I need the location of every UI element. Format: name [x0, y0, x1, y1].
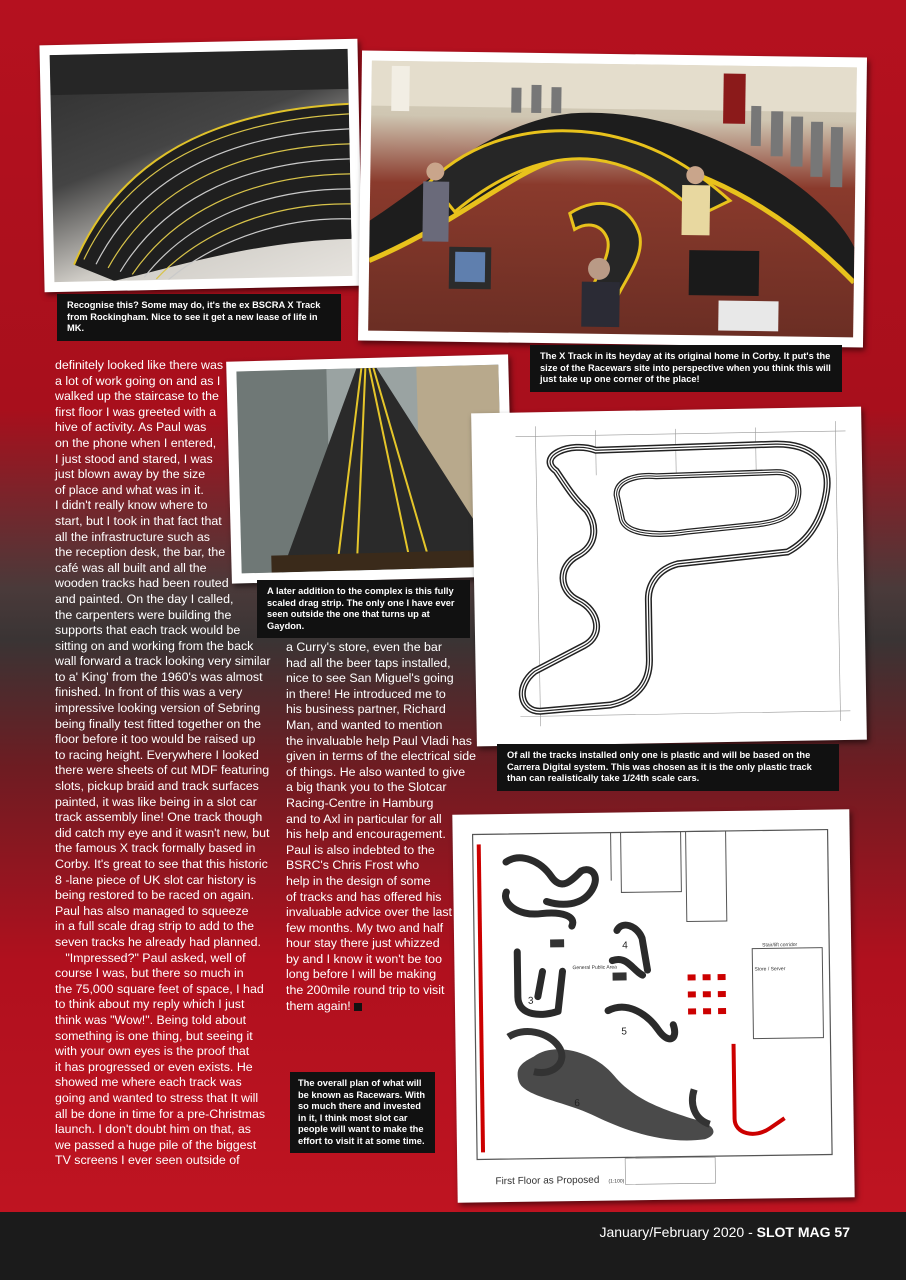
caption-xtrack-rockingham: Recognise this? Some may do, it's the ex BSCRA X Track from Rockingham. Nice to see it get a new lease of life in MK.: [57, 294, 341, 341]
floor-plan-drawing: [460, 817, 846, 1194]
article-line: there were sheets of cut MDF featuring: [55, 763, 270, 778]
article-column-2: [286, 640, 484, 1014]
photo-xtrack-rockingham: [39, 39, 362, 293]
article-line: all be done in time for a pre-Christmas: [55, 1106, 266, 1121]
article-line: first floor I was greeted with a: [55, 404, 217, 419]
article-line: a lot of work going on and as I: [55, 373, 221, 388]
article-line: given in terms of the electrical side: [286, 749, 477, 764]
article-line: finished. In front of this was a very: [55, 685, 243, 700]
hall-photo-image: [368, 61, 857, 338]
article-line: launch. I don't doubt him on that, as: [55, 1122, 251, 1137]
page-footer: [0, 1212, 906, 1280]
article-line: going and wanted to stress that It will: [55, 1090, 259, 1105]
article-line: impressive looking version of Sebring: [55, 701, 261, 716]
article-line: by and I know it won't be too: [286, 951, 442, 966]
article-line: start, but I took in that fact that: [55, 513, 222, 528]
article-line: his business partner, Richard: [286, 702, 446, 717]
article-line: nice to see San Miguel's going: [286, 671, 454, 686]
article-line: a Curry's store, even the bar: [286, 640, 442, 654]
article-line: BSRC's Chris Frost who: [286, 858, 420, 873]
article-line: help in the design of some: [286, 873, 431, 888]
caption-xtrack-corby: The X Track in its heyday at its original home in Corby. It put's the size of the Racewars site into perspective when you think this will just take up one corner of the place!: [530, 345, 842, 392]
article-line: hour stay there just whizzed: [286, 936, 440, 951]
article-line: and to Axl in particular for all: [286, 811, 442, 826]
article-line: Man, and wanted to mention: [286, 717, 443, 732]
article-line: it has progressed or even exists. He: [55, 1059, 253, 1074]
footer-magazine: SLOT MAG 57: [756, 1224, 850, 1240]
article-line: sitting on and working from the back: [55, 638, 254, 653]
article-line: TV screens I ever seen outside of: [55, 1153, 240, 1168]
article-line: just blown away by the size: [55, 467, 206, 482]
article-line: showed me where each track was: [55, 1075, 242, 1090]
article-line: think was "Wow!". Being told about: [55, 1012, 247, 1027]
article-line: we passed a huge pile of the biggest: [55, 1137, 257, 1152]
article-line: wooden tracks had been routed: [55, 576, 229, 591]
end-of-article-marker: [354, 1003, 362, 1011]
store-label: Store / Server: [754, 966, 786, 973]
article-line: Paul is also indebted to the: [286, 842, 435, 857]
article-line: of things. He also wanted to give: [286, 764, 466, 779]
article-line: Racing-Centre in Hamburg: [286, 795, 434, 810]
track-number-3: 3: [527, 995, 534, 1007]
article-line: to racing height. Everywhere I looked: [55, 747, 259, 762]
column-2-lines: [286, 640, 484, 1014]
article-line: being restored to be raced on again.: [55, 888, 255, 903]
article-line: track assembly line! One track though: [55, 810, 263, 825]
article-line: wall forward a track looking very similar: [55, 654, 271, 669]
caption-drag-strip: A later addition to the complex is this fully scaled drag strip. The only one I have ever seen outside the one that turns up at Gaydon.: [257, 580, 470, 638]
article-line: in a full scale drag strip to add to the: [55, 919, 255, 934]
article-line: painted, it was like being in a slot car: [55, 794, 257, 809]
article-line: them again!: [286, 999, 484, 1015]
article-line: the carpenters were building the: [55, 607, 232, 622]
article-line: the 75,000 square feet of space, I had: [55, 981, 264, 996]
article-line: slots, pickup braid and track surfaces: [55, 779, 259, 794]
article-line: the 200mile round trip to visit: [286, 983, 445, 998]
public-area-label: General Public Area: [572, 964, 617, 972]
track-section-image: [50, 49, 353, 282]
article-line: supports that each track would be: [55, 623, 241, 638]
article-line: the famous X track formally based in: [55, 841, 256, 856]
article-line: "Impressed?" Paul asked, well of: [55, 950, 246, 965]
article-line: to a' King' from the 1960's was almost: [55, 669, 263, 684]
track-layout-drawing: [475, 411, 863, 743]
article-line: something is one thing, but seeing it: [55, 1028, 253, 1043]
article-line: hive of activity. As Paul was: [55, 420, 207, 435]
article-line: his help and encouragement.: [286, 827, 446, 842]
article-line: course I was, but there so much in: [55, 966, 244, 981]
article-line: all the infrastructure such as: [55, 529, 210, 544]
column-1-lines: [55, 358, 287, 1169]
article-line: Paul has also managed to squeeze: [55, 903, 249, 918]
diagram-carrera-track: [471, 407, 867, 747]
article-line: of place and what was in it.: [55, 482, 204, 497]
footer-date: January/February 2020 -: [599, 1224, 757, 1240]
footer-text: [599, 1224, 850, 1240]
article-line: did catch my eye and it wasn't new, but: [55, 825, 270, 840]
diagram-floor-plan: [452, 809, 854, 1203]
corridor-label: Stair/lift corridor: [762, 941, 798, 949]
article-line: I didn't really know where to: [55, 498, 208, 513]
article-line: Corby. It's great to see that this historic: [55, 857, 268, 871]
article-line: long before I will be making: [286, 967, 437, 982]
article-line: seven tracks he already had planned.: [55, 934, 261, 949]
track-number-6: 6: [574, 1098, 580, 1110]
plan-scale: (1:100): [608, 1178, 625, 1185]
article-line: on the phone when I entered,: [55, 435, 217, 450]
article-line: invaluable advice over the last: [286, 905, 452, 920]
article-line: with your own eyes is the proof that: [55, 1044, 250, 1059]
plan-title: First Floor as Proposed: [495, 1174, 600, 1188]
article-line: of tracks and has offered his: [286, 889, 442, 904]
article-line: the reception desk, the bar, the: [55, 545, 226, 560]
article-line: had all the beer taps installed,: [286, 655, 451, 670]
article-line: and painted. On the day I called,: [55, 591, 234, 606]
article-line: being finally test fitted together on the: [55, 716, 261, 731]
caption-floor-plan: The overall plan of what will be known as Racewars. With so much there and invested in it, I think most slot car people will want to make the effort to visit it at some time.: [290, 1072, 435, 1153]
article-line: in there! He introduced me to: [286, 686, 446, 701]
track-number-4: 4: [622, 940, 628, 952]
article-line: a big thank you to the Slotcar: [286, 780, 447, 795]
caption-carrera: Of all the tracks installed only one is plastic and will be based on the Carrera Digital system. This was chosen as it is the only plastic track than can realistically take 1/24th scale cars.: [497, 744, 839, 791]
article-line: to think about my reply which I just: [55, 997, 245, 1012]
article-line: café was all built and all the: [55, 560, 207, 575]
track-number-5: 5: [621, 1026, 627, 1038]
article-line: the invaluable help Paul Vladi has: [286, 733, 472, 748]
article-line: floor before it too would be raised up: [55, 732, 256, 747]
article-column-1: [55, 358, 287, 1169]
article-line: few months. My two and half: [286, 920, 444, 935]
article-line: walked up the staircase to the: [55, 389, 219, 404]
article-line: I just stood and stared, I was: [55, 451, 213, 466]
article-line: definitely looked like there was: [55, 358, 224, 372]
photo-xtrack-corby: [358, 50, 867, 347]
article-line: 8 -lane piece of UK slot car history is: [55, 872, 257, 887]
